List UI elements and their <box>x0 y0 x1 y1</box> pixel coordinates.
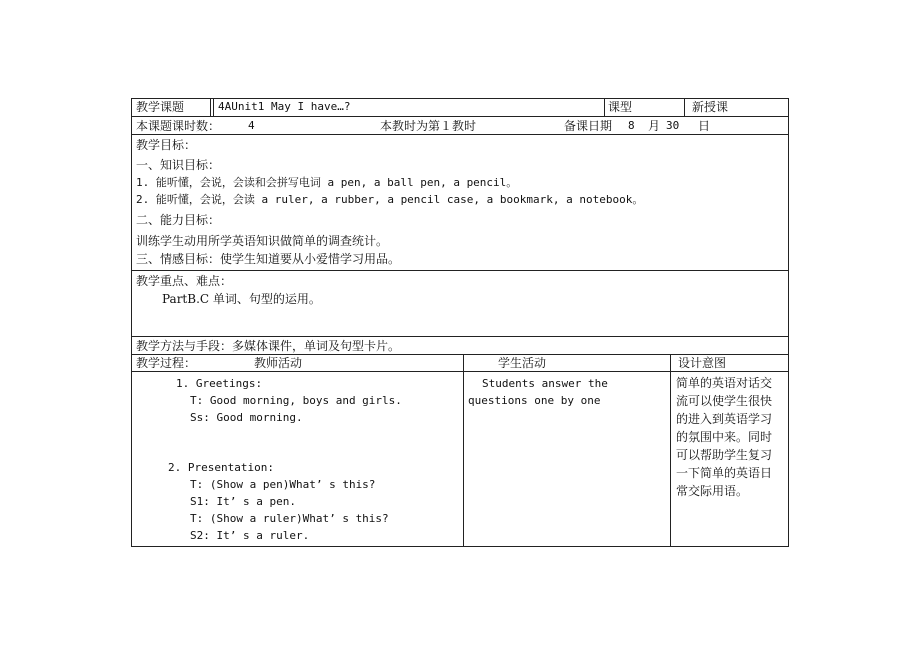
teacher-line-greetings: 1. Greetings: <box>176 377 263 390</box>
lesson-type-value: 新授课 <box>692 100 729 114</box>
knowledge-item-1: 1. 能听懂，会说，会读和会拼写电词 a pen, a ball pen, a pencil。 <box>136 176 518 189</box>
key-points-row <box>132 271 788 337</box>
total-hours-label: 本课题课时数： <box>136 119 221 133</box>
lesson-plan-table <box>131 98 789 547</box>
ability-text: 训练学生动用所学英语知识做简单的调查统计。 <box>136 234 389 248</box>
design-line-6: 一下简单的英语日 <box>676 466 773 480</box>
student-line-1: Students answer the <box>482 377 608 390</box>
prep-date-label: 备课日期 <box>564 119 613 133</box>
design-line-1: 简单的英语对话交 <box>676 376 773 390</box>
prep-day: 30 <box>666 119 680 132</box>
process-label: 教学过程： <box>136 356 197 370</box>
knowledge-title: 一、知识目标： <box>136 158 221 172</box>
key-points-text: PartB.C 单词、句型的运用。 <box>162 292 321 306</box>
teacher-line-show-pen: T: (Show a pen)What’ s this? <box>190 478 376 491</box>
student-line-2: questions one by one <box>468 394 601 407</box>
teacher-line-ss-reply: Ss: Good morning. <box>190 411 303 424</box>
teacher-line-its-ruler: S2: It’ s a ruler. <box>190 529 310 542</box>
design-intent-header: 设计意图 <box>678 356 727 370</box>
design-line-7: 常交际用语。 <box>676 484 749 498</box>
design-line-2: 流可以使学生很快 <box>676 394 773 408</box>
emotion-text: 三、情感目标：使学生知道要从小爱惜学习用品。 <box>136 252 401 266</box>
prep-month: 8 <box>628 119 635 132</box>
methods-row <box>132 337 788 355</box>
lesson-type-label: 课型 <box>608 100 633 114</box>
teacher-line-show-ruler: T: (Show a ruler)What’ s this? <box>190 512 389 525</box>
total-hours-value: 4 <box>248 119 255 132</box>
design-line-4: 的氛围中来。同时 <box>676 430 773 444</box>
design-line-3: 的进入到英语学习 <box>676 412 773 426</box>
teacher-line-presentation: 2. Presentation: <box>168 461 274 474</box>
teacher-line-good-morning: T: Good morning, boys and girls. <box>190 394 402 407</box>
knowledge-item-2: 2. 能听懂，会说，会读 a ruler, a rubber, a pencil case, a bookmark, a notebook。 <box>136 193 644 206</box>
lesson-info-row <box>132 117 788 135</box>
design-line-5: 可以帮助学生复习 <box>676 448 773 462</box>
key-points-title: 教学重点、难点： <box>136 274 233 288</box>
student-activity-header: 学生活动 <box>498 356 547 370</box>
objectives-title: 教学目标： <box>136 138 197 152</box>
methods-text: 教学方法与手段：多媒体课件，单词及句型卡片。 <box>136 339 401 353</box>
process-content-row <box>132 372 788 546</box>
current-hour: 本教时为第１教时 <box>380 119 477 133</box>
prep-month-unit: 月 <box>648 119 661 133</box>
teacher-line-its-pen: S1: It’ s a pen. <box>190 495 296 508</box>
objectives-row <box>132 135 788 271</box>
course-title-row <box>132 99 788 117</box>
prep-day-unit: 日 <box>698 119 711 133</box>
course-title-label: 教学课题 <box>136 100 185 114</box>
teacher-activity-header: 教师活动 <box>254 356 303 370</box>
process-header-row <box>132 355 788 372</box>
course-title-value: 4AUnit1 May I have…? <box>218 100 351 113</box>
ability-title: 二、能力目标： <box>136 213 221 227</box>
